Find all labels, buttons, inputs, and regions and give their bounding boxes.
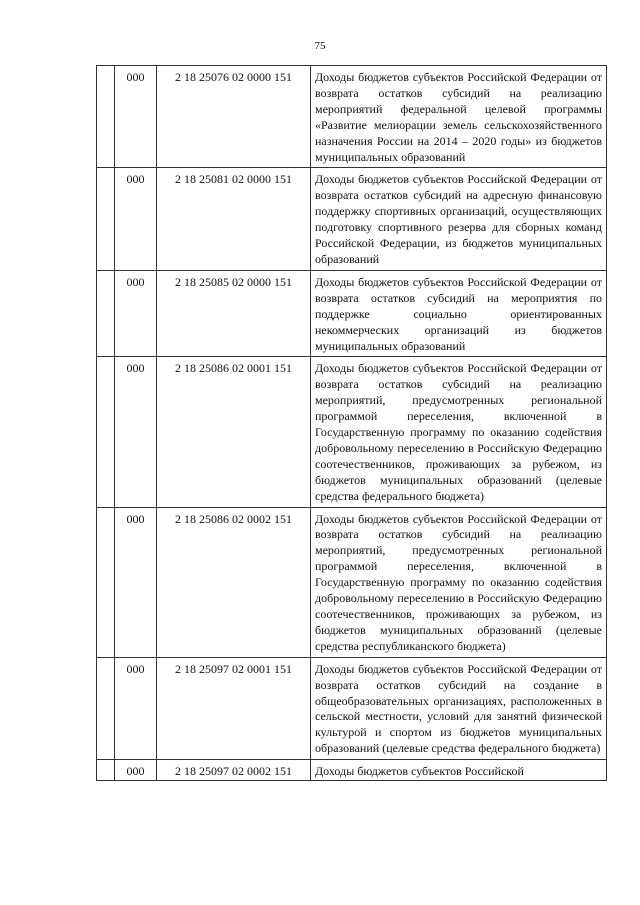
- admin-code-cell: 000: [115, 66, 157, 168]
- admin-code-cell: 000: [115, 357, 157, 507]
- blank-cell: [97, 357, 115, 507]
- description-cell: Доходы бюджетов субъектов Российской Федерации от возврата остатков субсидий на реализацию мероприятий, предусмотренных региональной программой переселения, включенной в Государственную программу по оказанию содействия добровольному переселению в Российскую Федерацию соотечественников, проживающих за рубежом, из бюджетов муниципальных образований (целевые средства республиканского бюджета): [311, 507, 607, 657]
- table-row: [97, 66, 607, 168]
- description-cell: Доходы бюджетов субъектов Российской Федерации от возврата остатков субсидий на мероприятия по поддержке социально ориентированных некоммерческих организаций из бюджетов муниципальных образований: [311, 270, 607, 357]
- blank-cell: [97, 270, 115, 357]
- blank-cell: [97, 168, 115, 270]
- admin-code-cell: 000: [115, 760, 157, 781]
- blank-cell: [97, 657, 115, 759]
- description-cell: Доходы бюджетов субъектов Российской Федерации от возврата остатков субсидий на реализацию мероприятий, предусмотренных региональной программой переселения, включенной в Государственную программу по оказанию содействия добровольному переселению в Российскую Федерацию соотечественников, проживающих за рубежом, из бюджетов муниципальных образований (целевые средства федерального бюджета): [311, 357, 607, 507]
- table-row: [97, 168, 607, 270]
- admin-code-cell: 000: [115, 168, 157, 270]
- admin-code-cell: 000: [115, 270, 157, 357]
- income-code-cell: 2 18 25086 02 0002 151: [157, 507, 311, 657]
- income-code-cell: 2 18 25085 02 0000 151: [157, 270, 311, 357]
- blank-cell: [97, 66, 115, 168]
- income-code-cell: 2 18 25097 02 0001 151: [157, 657, 311, 759]
- revenue-codes-table: [96, 65, 607, 781]
- income-code-cell: 2 18 25081 02 0000 151: [157, 168, 311, 270]
- description-cell: Доходы бюджетов субъектов Российской Федерации от возврата остатков субсидий на адресную финансовую поддержку спортивных организаций, осуществляющих подготовку спортивного резерва для сборных команд Российской Федерации, из бюджетов муниципальных образований: [311, 168, 607, 270]
- income-code-cell: 2 18 25097 02 0002 151: [157, 760, 311, 781]
- table-row: [97, 357, 607, 507]
- admin-code-cell: 000: [115, 657, 157, 759]
- table-row: [97, 270, 607, 357]
- table-row: [97, 657, 607, 759]
- table-row: [97, 507, 607, 657]
- description-cell: Доходы бюджетов субъектов Российской Федерации от возврата остатков субсидий на реализацию мероприятий федеральной целевой программы «Развитие мелиорации земель сельскохозяйственного назначения России на 2014 – 2020 годы» из бюджетов муниципальных образований: [311, 66, 607, 168]
- income-code-cell: 2 18 25086 02 0001 151: [157, 357, 311, 507]
- blank-cell: [97, 760, 115, 781]
- admin-code-cell: 000: [115, 507, 157, 657]
- table-row: [97, 760, 607, 781]
- description-cell: Доходы бюджетов субъектов Российской Федерации от возврата остатков субсидий на создание в общеобразовательных организациях, расположенных в сельской местности, условий для занятий физической культурой и спортом из бюджетов муниципальных образований (целевые средства федерального бюджета): [311, 657, 607, 759]
- page-number: 75: [314, 40, 326, 52]
- blank-cell: [97, 507, 115, 657]
- description-cell: Доходы бюджетов субъектов Российской: [311, 760, 607, 781]
- income-code-cell: 2 18 25076 02 0000 151: [157, 66, 311, 168]
